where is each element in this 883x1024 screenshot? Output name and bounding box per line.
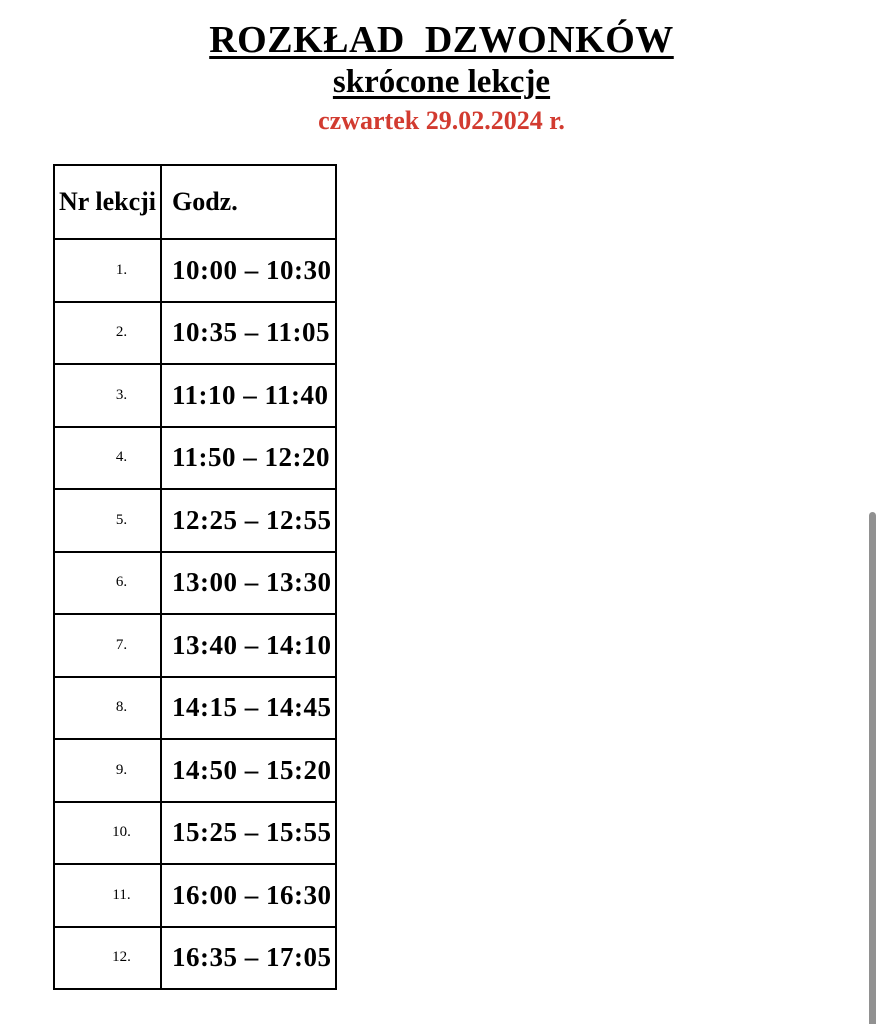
- lesson-number: 5.: [54, 489, 161, 552]
- lesson-time: 11:10 – 11:40: [161, 364, 336, 427]
- table-row: [54, 927, 336, 990]
- table-row: [54, 552, 336, 615]
- table-row: [54, 302, 336, 365]
- lesson-number: 4.: [54, 427, 161, 490]
- lesson-time: 16:00 – 16:30: [161, 864, 336, 927]
- lesson-time: 14:15 – 14:45: [161, 677, 336, 740]
- lesson-time: 12:25 – 12:55: [161, 489, 336, 552]
- lesson-time: 11:50 – 12:20: [161, 427, 336, 490]
- lesson-number: 3.: [54, 364, 161, 427]
- page-subtitle: skrócone lekcje: [332, 63, 551, 100]
- lesson-number: 1.: [54, 239, 161, 302]
- lesson-number: 9.: [54, 739, 161, 802]
- table-row: [54, 427, 336, 490]
- lesson-number: 12.: [54, 927, 161, 990]
- column-header-hours: Godz.: [161, 165, 336, 239]
- table-row: [54, 239, 336, 302]
- bell-schedule-table-body: [54, 239, 336, 989]
- lesson-number: 2.: [54, 302, 161, 365]
- lesson-time: 13:40 – 14:10: [161, 614, 336, 677]
- date-line: czwartek 29.02.2024 r.: [318, 106, 565, 136]
- column-header-lesson-number: Nr lekcji: [54, 165, 161, 239]
- lesson-number: 11.: [54, 864, 161, 927]
- table-row: [54, 802, 336, 865]
- vertical-scrollbar-thumb[interactable]: [869, 512, 876, 1024]
- table-row: [54, 739, 336, 802]
- lesson-time: 16:35 – 17:05: [161, 927, 336, 990]
- table-row: [54, 364, 336, 427]
- bell-schedule-table: [53, 164, 337, 990]
- lesson-time: 14:50 – 15:20: [161, 739, 336, 802]
- lesson-time: 10:35 – 11:05: [161, 302, 336, 365]
- lesson-number: 7.: [54, 614, 161, 677]
- lesson-number: 8.: [54, 677, 161, 740]
- table-header-row: [54, 165, 336, 239]
- lesson-time: 15:25 – 15:55: [161, 802, 336, 865]
- table-row: [54, 677, 336, 740]
- lesson-number: 10.: [54, 802, 161, 865]
- page-title: ROZKŁAD DZWONKÓW: [209, 19, 674, 61]
- lesson-time: 13:00 – 13:30: [161, 552, 336, 615]
- table-row: [54, 864, 336, 927]
- table-row: [54, 489, 336, 552]
- document-header: [0, 20, 883, 134]
- lesson-number: 6.: [54, 552, 161, 615]
- table-row: [54, 614, 336, 677]
- lesson-time: 10:00 – 10:30: [161, 239, 336, 302]
